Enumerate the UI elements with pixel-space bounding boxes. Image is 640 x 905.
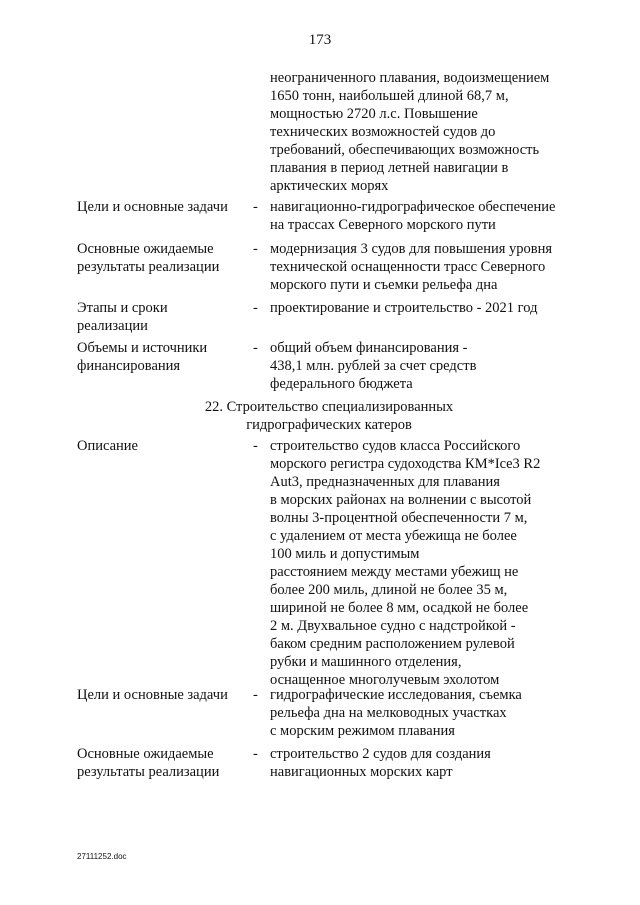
value-line: с морским режимом плавания bbox=[270, 723, 455, 739]
row-value bbox=[270, 240, 580, 294]
value-line: Aut3, предназначенных для плавания bbox=[270, 474, 500, 490]
value-line: строительство судов класса Российского bbox=[270, 438, 521, 454]
heading-line: 22. Строительство специализированных bbox=[204, 399, 454, 415]
row-value bbox=[270, 745, 580, 781]
label-line: Цели и основные задачи bbox=[77, 687, 228, 703]
heading-line: гидрографических катеров bbox=[246, 417, 412, 433]
row-value bbox=[270, 198, 580, 234]
row-dash: - bbox=[253, 438, 258, 454]
value-line: модернизация 3 судов для повышения уровня bbox=[270, 241, 553, 257]
label-line: Этапы и сроки bbox=[77, 300, 168, 316]
value-line: общий объем финансирования - bbox=[270, 340, 468, 356]
value-line: расстоянием между местами убежищ не bbox=[270, 564, 519, 580]
value-line: волны 3-процентной обеспеченности 7 м, bbox=[270, 510, 528, 526]
footer-filename: 27111252.doc bbox=[77, 852, 127, 861]
row-dash: - bbox=[253, 241, 258, 257]
value-line: морского регистра судоходства КМ*Ice3 R2 bbox=[270, 456, 541, 472]
page-number: 173 bbox=[308, 32, 332, 48]
value-line: 100 миль и допустимым bbox=[270, 546, 420, 562]
value-line: технических возможностей судов до bbox=[270, 124, 496, 140]
value-line: гидрографические исследования, съемка bbox=[270, 687, 522, 703]
row-value bbox=[270, 69, 580, 195]
label-line: результаты реализации bbox=[77, 764, 220, 780]
section-heading bbox=[0, 398, 640, 434]
row-dash: - bbox=[253, 300, 258, 316]
row-dash: - bbox=[253, 687, 258, 703]
value-line: навигационных морских карт bbox=[270, 764, 453, 780]
value-line: шириной не более 8 мм, осадкой не более bbox=[270, 600, 529, 616]
row-dash: - bbox=[253, 340, 258, 356]
value-line: баком средним расположением рулевой bbox=[270, 636, 515, 652]
value-line: требований, обеспечивающих возможность bbox=[270, 142, 540, 158]
row-value bbox=[270, 437, 580, 689]
value-line: строительство 2 судов для создания bbox=[270, 746, 491, 762]
label-line: результаты реализации bbox=[77, 259, 220, 275]
row-label bbox=[77, 686, 252, 704]
label-line: реализации bbox=[77, 318, 148, 334]
value-line: морского пути и съемки рельефа дна bbox=[270, 277, 498, 293]
value-line: оснащенное многолучевым эхолотом bbox=[270, 672, 500, 688]
row-label bbox=[77, 339, 252, 375]
value-line: 438,1 млн. рублей за счет средств bbox=[270, 358, 477, 374]
row-dash: - bbox=[253, 746, 258, 762]
value-line: рубки и машинного отделения, bbox=[270, 654, 462, 670]
row-label bbox=[77, 240, 252, 276]
label-line: Описание bbox=[77, 438, 138, 454]
row-label bbox=[77, 198, 252, 216]
value-line: рельефа дна на мелководных участках bbox=[270, 705, 507, 721]
value-line: более 200 миль, длиной не более 35 м, bbox=[270, 582, 508, 598]
value-line: арктических морях bbox=[270, 178, 389, 194]
value-line: мощностью 2720 л.с. Повышение bbox=[270, 106, 478, 122]
label-line: финансирования bbox=[77, 358, 181, 374]
value-line: навигационно-гидрографическое обеспечение bbox=[270, 199, 556, 215]
row-label bbox=[77, 745, 252, 781]
value-line: проектирование и строительство - 2021 год bbox=[270, 300, 538, 316]
value-line: 1650 тонн, наибольшей длиной 68,7 м, bbox=[270, 88, 509, 104]
row-dash: - bbox=[253, 199, 258, 215]
value-line: в морских районах на волнении с высотой bbox=[270, 492, 532, 508]
label-line: Основные ожидаемые bbox=[77, 241, 214, 257]
value-line: неограниченного плавания, водоизмещением bbox=[270, 70, 550, 86]
value-line: 2 м. Двухвальное судно с надстройкой - bbox=[270, 618, 516, 634]
label-line: Цели и основные задачи bbox=[77, 199, 228, 215]
label-line: Основные ожидаемые bbox=[77, 746, 214, 762]
value-line: федерального бюджета bbox=[270, 376, 413, 392]
row-label bbox=[77, 437, 252, 455]
value-line: на трассах Северного морского пути bbox=[270, 217, 496, 233]
row-value bbox=[270, 339, 580, 393]
label-line: Объемы и источники bbox=[77, 340, 208, 356]
row-label bbox=[77, 299, 252, 335]
value-line: с удалением от места убежища не более bbox=[270, 528, 517, 544]
row-value bbox=[270, 299, 580, 317]
value-line: технической оснащенности трасс Северного bbox=[270, 259, 546, 275]
row-value bbox=[270, 686, 580, 740]
value-line: плавания в период летней навигации в bbox=[270, 160, 509, 176]
